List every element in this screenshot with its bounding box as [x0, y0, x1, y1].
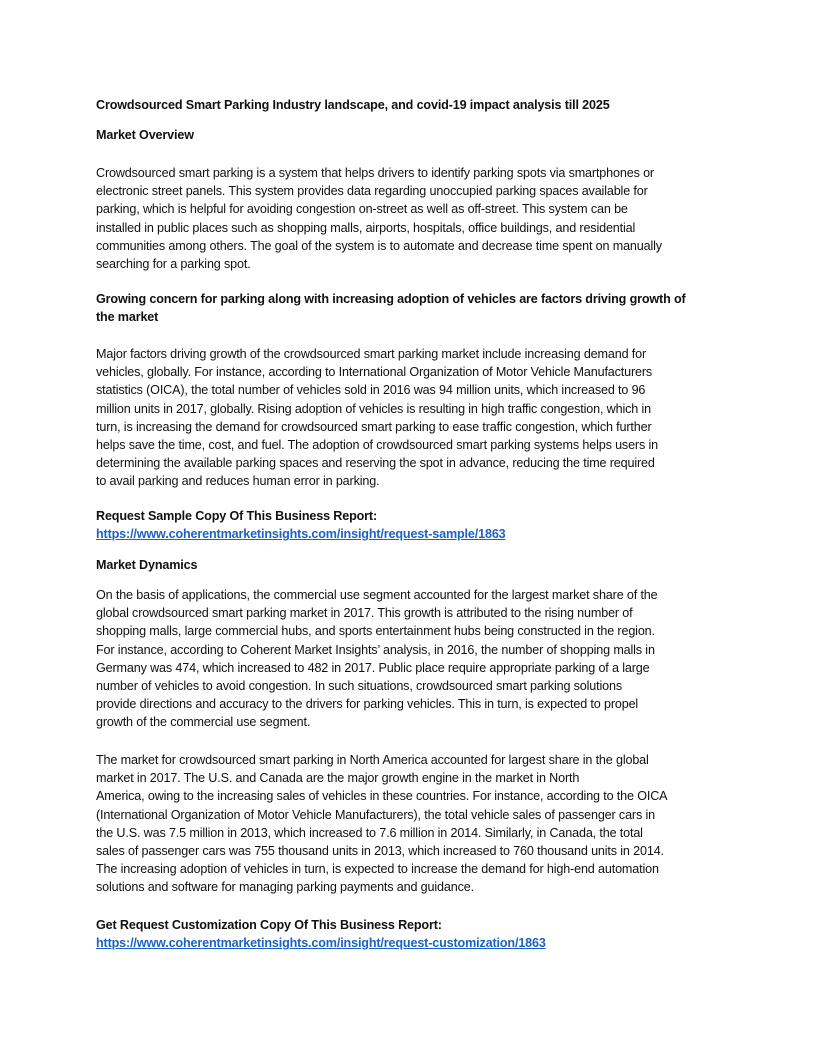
paragraph-growth-factors	[96, 345, 736, 491]
text-line: sales of passenger cars was 755 thousand units in 2013, which increased to 760 thousand units in 2014.	[96, 844, 664, 859]
text-line: the market	[96, 310, 159, 325]
heading-market-dynamics: Market Dynamics	[96, 558, 198, 572]
paragraph-overview	[96, 164, 736, 273]
text-line: parking, which is helpful for avoiding congestion on-street as well as off-street. This system can be	[96, 202, 628, 217]
text-line: Growing concern for parking along with increasing adoption of vehicles are factors driving growth of	[96, 292, 686, 306]
text-line: the U.S. was 7.5 million in 2013, which increased to 7.6 million in 2014. Similarly, in Canada, the total	[96, 825, 643, 840]
text-line: Germany was 474, which increased to 482 in 2017. Public place require appropriate parking of a large	[96, 660, 650, 675]
customization-request-link[interactable]: https://www.coherentmarketinsights.com/insight/request-customization/1863	[96, 936, 546, 950]
customization-request-block	[96, 916, 736, 952]
text-line: vehicles, globally. For instance, according to International Organization of Motor Vehicle Manufacturers	[96, 365, 653, 380]
text-line: America, owing to the increasing sales of vehicles in these countries. For instance, according to the OICA	[96, 789, 668, 804]
text-line: provide directions and accuracy to the drivers for parking vehicles. This in turn, is expected to propel	[96, 697, 639, 712]
text-line: number of vehicles to avoid congestion. In such situations, crowdsourced smart parking solutions	[96, 679, 623, 694]
text-line: statistics (OICA), the total number of vehicles sold in 2016 was 94 million units, which increased to 96	[96, 383, 646, 398]
heading-growth-factors	[96, 290, 736, 326]
text-line: searching for a parking spot.	[96, 257, 251, 272]
text-line: Major factors driving growth of the crowdsourced smart parking market include increasing demand for	[96, 347, 647, 361]
text-line: determining the available parking spaces and reserving the spot in advance, reducing the time required	[96, 456, 655, 471]
text-line: communities among others. The goal of the system is to automate and decrease time spent on manually	[96, 238, 662, 253]
text-line: market in 2017. The U.S. and Canada are the major growth engine in the market in North	[96, 771, 580, 786]
sample-request-block	[96, 507, 736, 543]
text-line: For instance, according to Coherent Market Insights’ analysis, in 2016, the number of shopping malls in	[96, 642, 655, 657]
paragraph-north-america	[96, 751, 736, 897]
text-line: installed in public places such as shopping malls, airports, hospitals, office buildings, and residential	[96, 220, 636, 235]
text-line: (International Organization of Motor Vehicle Manufacturers), the total vehicle sales of passenger cars in	[96, 807, 655, 822]
text-line: turn, is increasing the demand for crowdsourced smart parking to ease traffic congestion, which further	[96, 419, 652, 434]
customization-request-label: Get Request Customization Copy Of This Business Report:	[96, 918, 442, 932]
heading-market-overview: Market Overview	[96, 128, 194, 142]
document-title: Crowdsourced Smart Parking Industry landscape, and covid-19 impact analysis till 2025	[96, 98, 610, 112]
sample-request-link[interactable]: https://www.coherentmarketinsights.com/insight/request-sample/1863	[96, 527, 506, 541]
text-line: On the basis of applications, the commercial use segment accounted for the largest market share of the	[96, 588, 658, 602]
text-line: electronic street panels. This system provides data regarding unoccupied parking spaces available for	[96, 184, 648, 199]
text-line: to avail parking and reduces human error in parking.	[96, 474, 380, 489]
text-line: global crowdsourced smart parking market in 2017. This growth is attributed to the rising number of	[96, 606, 633, 621]
sample-request-label: Request Sample Copy Of This Business Report:	[96, 509, 378, 523]
text-line: shopping malls, large commercial hubs, and sports entertainment hubs being constructed in the region.	[96, 624, 655, 639]
text-line: The market for crowdsourced smart parking in North America accounted for largest share in the global	[96, 753, 649, 767]
text-line: helps save the time, cost, and fuel. The adoption of crowdsourced smart parking systems helps users in	[96, 438, 658, 453]
paragraph-applications	[96, 586, 736, 732]
text-line: Crowdsourced smart parking is a system that helps drivers to identify parking spots via smartphones or	[96, 166, 654, 180]
text-line: growth of the commercial use segment.	[96, 715, 311, 730]
text-line: million units in 2017, globally. Rising adoption of vehicles is resulting in high traffic congestion, which in	[96, 401, 651, 416]
text-line: solutions and software for managing parking payments and guidance.	[96, 880, 474, 895]
text-line: The increasing adoption of vehicles in turn, is expected to increase the demand for high-end automation	[96, 862, 659, 877]
